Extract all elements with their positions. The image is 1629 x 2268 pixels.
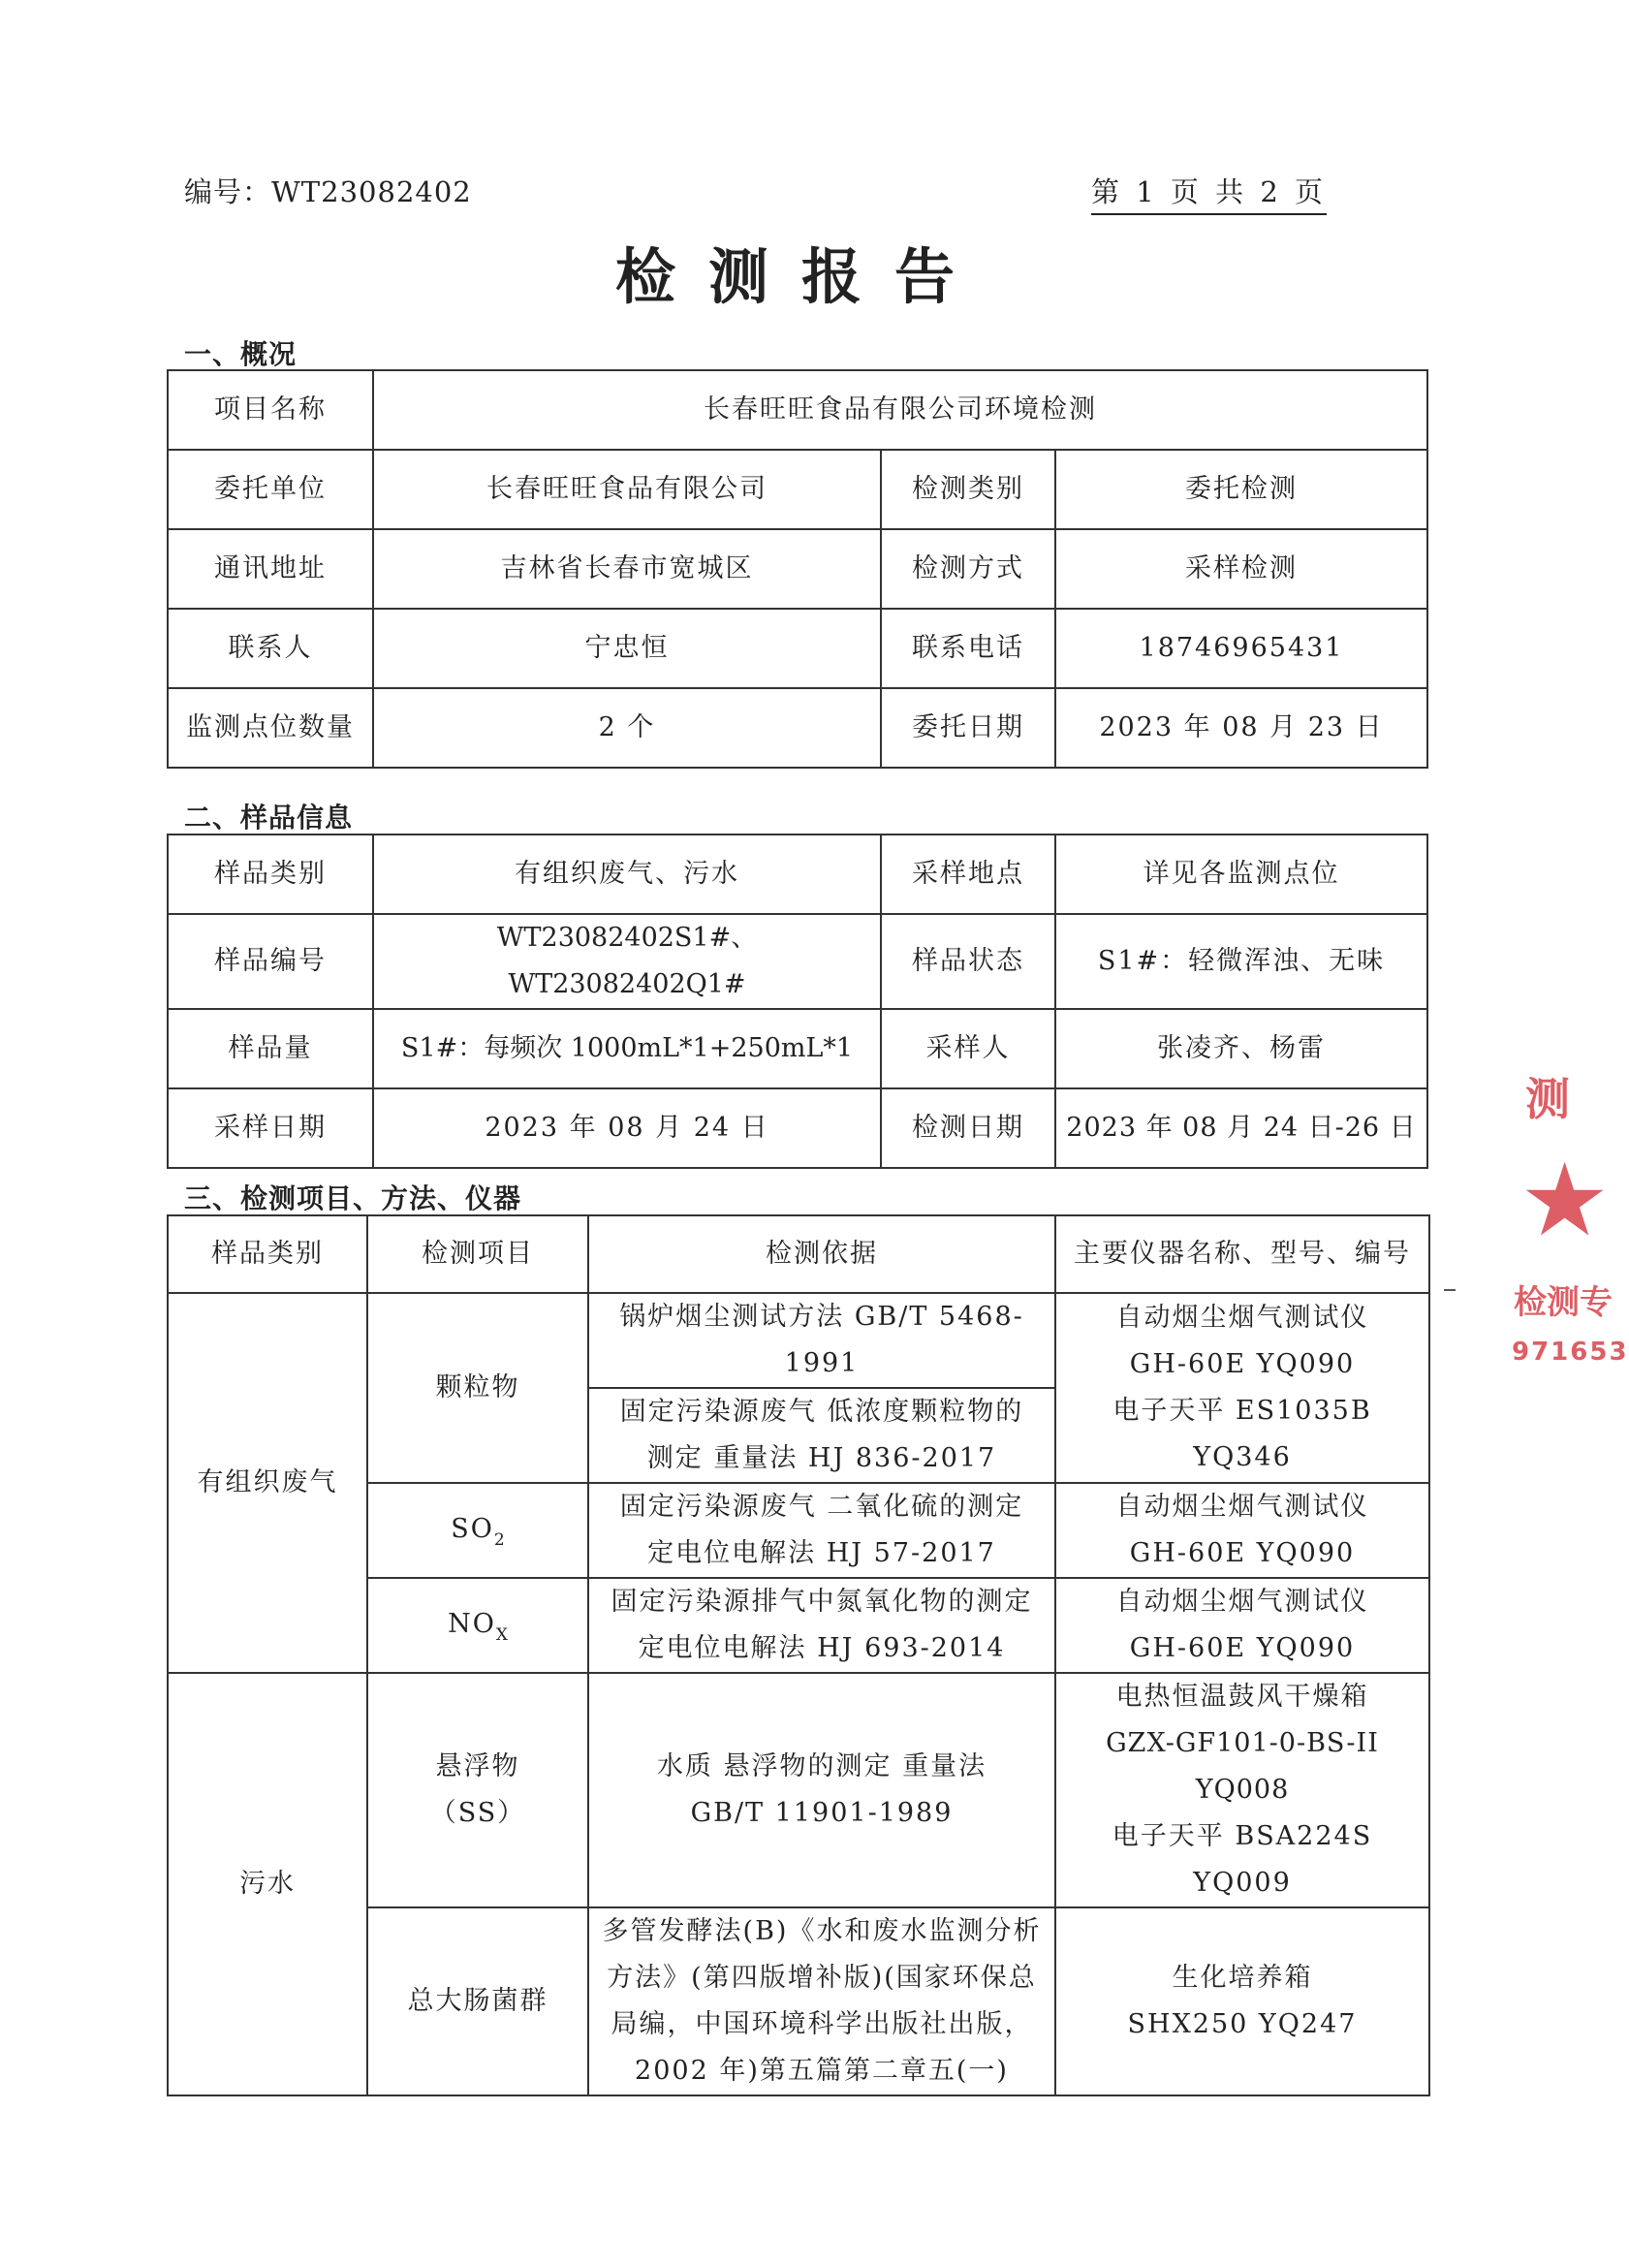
item-symbol: NO <box>448 1608 496 1639</box>
field-label: 监测点位数量 <box>168 688 373 768</box>
table-row <box>168 914 1427 1009</box>
test-basis <box>588 1388 1055 1483</box>
basis-line: GB/T 11901-1989 <box>690 1798 954 1828</box>
instrument-cell <box>1055 1578 1429 1673</box>
basis-line: 方法》(第四版增补版)(国家环保总 <box>607 1963 1037 1993</box>
instrument-model: GH-60E YQ090 <box>1129 1633 1356 1663</box>
field-value: 吉林省长春市宽城区 <box>373 529 881 609</box>
instrument-name: 生化培养箱 <box>1172 1963 1313 1993</box>
field-label: 样品量 <box>168 1009 373 1088</box>
basis-line: 2002 年)第五篇第二章五(一) <box>635 2056 1009 2086</box>
field-value: 2023 年 08 月 24 日-26 日 <box>1055 1088 1427 1168</box>
field-label: 联系人 <box>168 609 373 688</box>
methods-table <box>167 1214 1430 2096</box>
field-label: 检测日期 <box>881 1088 1055 1168</box>
item-line: （SS） <box>429 1798 526 1828</box>
table-row <box>168 609 1427 688</box>
stamp-code: 971653 <box>1512 1338 1629 1367</box>
instrument-name: 电子天平 ES1035B YQ346 <box>1112 1396 1372 1472</box>
instrument-model: GH-60E YQ090 <box>1129 1349 1356 1379</box>
table-row <box>168 370 1427 450</box>
field-label: 样品状态 <box>881 914 1055 1009</box>
instrument-name: 自动烟尘烟气测试仪 <box>1115 1492 1369 1522</box>
field-label: 委托单位 <box>168 450 373 529</box>
seal-stamp <box>1508 1045 1629 1367</box>
field-value: 长春旺旺食品有限公司 <box>373 450 881 529</box>
field-value: 2 个 <box>373 688 881 768</box>
field-value: S1#：轻微浑浊、无味 <box>1055 914 1427 1009</box>
sample-table <box>167 834 1428 1169</box>
field-label: 通讯地址 <box>168 529 373 609</box>
field-value: 详见各监测点位 <box>1055 835 1427 914</box>
field-label: 样品类别 <box>168 835 373 914</box>
instrument-cell <box>1055 1293 1429 1483</box>
basis-line: 定电位电解法 HJ 57-2017 <box>647 1538 996 1568</box>
field-value: 2023 年 08 月 24 日 <box>373 1088 881 1168</box>
table-row <box>168 1293 1429 1388</box>
table-row <box>168 450 1427 529</box>
basis-line: 固定污染源排气中氮氧化物的测定 <box>611 1587 1033 1617</box>
field-value: S1#：每频次 1000mL*1+250mL*1 <box>373 1009 881 1088</box>
test-item: 总大肠菌群 <box>367 1907 588 2095</box>
field-label: 检测类别 <box>881 450 1055 529</box>
column-header: 样品类别 <box>168 1215 367 1293</box>
instrument-name: 自动烟尘烟气测试仪 <box>1115 1587 1369 1617</box>
instrument-model: SHX250 YQ247 <box>1127 2009 1358 2039</box>
margin-mark <box>1444 1289 1456 1291</box>
field-value: 宁忠恒 <box>373 609 881 688</box>
test-basis <box>588 1907 1055 2095</box>
column-header: 检测依据 <box>588 1215 1055 1293</box>
project-name-value: 长春旺旺食品有限公司环境检测 <box>373 370 1427 450</box>
project-name-label: 项目名称 <box>168 370 373 450</box>
sample-category: 有组织废气 <box>168 1293 367 1673</box>
report-number: 编号：WT23082402 <box>184 175 472 208</box>
field-value: 张凌齐、杨雷 <box>1055 1009 1427 1088</box>
basis-line: 多管发酵法(B)《水和废水监测分析 <box>602 1916 1042 1946</box>
field-label: 委托日期 <box>881 688 1055 768</box>
field-value: 18746965431 <box>1055 609 1427 688</box>
test-item <box>367 1673 588 1907</box>
instrument-cell <box>1055 1673 1429 1907</box>
instrument-model: GZX-GF101-0-BS-II YQ008 <box>1106 1728 1379 1805</box>
section-overview-title: 一、概况 <box>184 338 298 370</box>
item-line: 悬浮物 <box>435 1751 520 1781</box>
test-basis <box>588 1578 1055 1673</box>
report-title: 检测报告 <box>614 241 987 312</box>
item-subscript: X <box>495 1624 508 1645</box>
column-header: 检测项目 <box>367 1215 588 1293</box>
field-value: 委托检测 <box>1055 450 1427 529</box>
instrument-name: 电子天平 BSA224S YQ009 <box>1112 1821 1373 1898</box>
basis-line: 固定污染源废气 低浓度颗粒物的 <box>619 1397 1024 1427</box>
table-row <box>168 835 1427 914</box>
page-indicator: 第 1 页 共 2 页 <box>1091 171 1327 215</box>
section-sample-title: 二、样品信息 <box>184 802 354 834</box>
field-label: 检测方式 <box>881 529 1055 609</box>
sample-category: 污水 <box>168 1673 367 2095</box>
field-label: 采样人 <box>881 1009 1055 1088</box>
overview-table <box>167 369 1428 769</box>
instrument-cell <box>1055 1483 1429 1578</box>
basis-line: 测定 重量法 HJ 836-2017 <box>646 1443 997 1473</box>
field-label: 样品编号 <box>168 914 373 1009</box>
basis-line: 定电位电解法 HJ 693-2014 <box>638 1633 1006 1663</box>
stamp-text: 测 <box>1525 1073 1570 1125</box>
field-value: 2023 年 08 月 23 日 <box>1055 688 1427 768</box>
field-label: 联系电话 <box>881 609 1055 688</box>
column-header: 主要仪器名称、型号、编号 <box>1055 1215 1429 1293</box>
field-value: 采样检测 <box>1055 529 1427 609</box>
star-icon: ★ <box>1519 1141 1611 1259</box>
table-row <box>168 1088 1427 1168</box>
table-row <box>168 1009 1427 1088</box>
field-label: 采样日期 <box>168 1088 373 1168</box>
test-item <box>367 1578 588 1673</box>
basis-line: 局编，中国环境科学出版社出版， <box>611 2009 1033 2039</box>
instrument-model: GH-60E YQ090 <box>1129 1538 1356 1568</box>
table-header-row <box>168 1215 1429 1293</box>
table-row <box>168 1673 1429 1907</box>
field-value: WT23082402S1#、WT23082402Q1# <box>373 914 881 1009</box>
field-value: 有组织废气、污水 <box>373 835 881 914</box>
item-symbol: SO <box>451 1513 494 1544</box>
basis-line: 固定污染源废气 二氧化硫的测定 <box>619 1492 1024 1522</box>
table-row <box>168 688 1427 768</box>
basis-line: 水质 悬浮物的测定 重量法 <box>656 1751 987 1781</box>
item-subscript: 2 <box>493 1529 505 1550</box>
test-item: 颗粒物 <box>367 1293 588 1483</box>
test-basis <box>588 1483 1055 1578</box>
test-basis <box>588 1673 1055 1907</box>
section-methods-title: 三、检测项目、方法、仪器 <box>184 1182 522 1214</box>
test-basis: 锅炉烟尘测试方法 GB/T 5468-1991 <box>588 1293 1055 1388</box>
table-row <box>168 529 1427 609</box>
field-label: 采样地点 <box>881 835 1055 914</box>
instrument-cell <box>1055 1907 1429 2095</box>
stamp-text: 检测专 <box>1514 1283 1613 1322</box>
instrument-name: 电热恒温鼓风干燥箱 <box>1115 1682 1369 1712</box>
instrument-name: 自动烟尘烟气测试仪 <box>1115 1303 1369 1333</box>
test-item <box>367 1483 588 1578</box>
